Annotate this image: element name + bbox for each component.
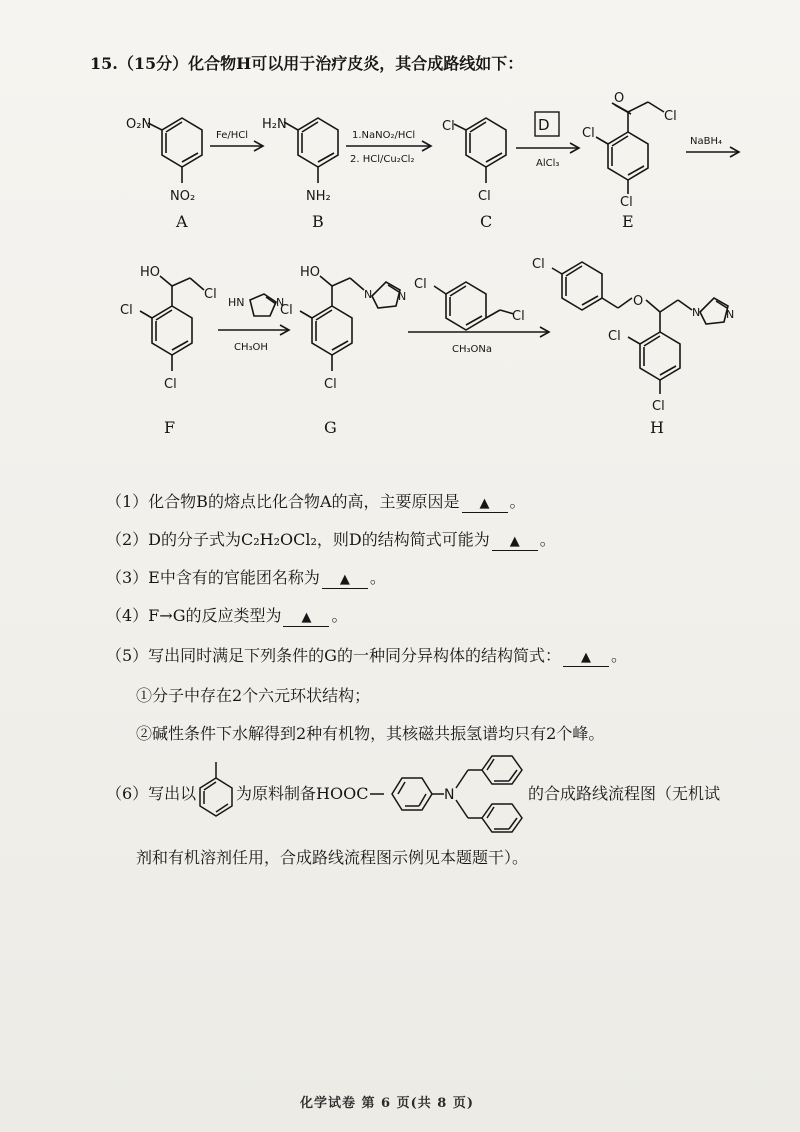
imidazoline-ring-reagent xyxy=(250,294,276,316)
cl-label: Cl xyxy=(582,126,595,141)
cl-label: Cl xyxy=(442,119,455,134)
subquestion-2-text: （2）D的分子式为C₂H₂OCl₂，则D的结构简式可能为 xyxy=(106,530,490,549)
cl-label: Cl xyxy=(478,189,491,204)
compound-label-c: C xyxy=(480,212,493,231)
subquestion-6-post: 的合成路线流程图（无机试 xyxy=(528,784,721,803)
cl-label: Cl xyxy=(414,277,427,292)
subquestion-5-condition-1: ①分子中存在2个六元环状结构； xyxy=(136,686,371,705)
cl-label: Cl xyxy=(324,377,337,392)
reagent-ch3oh: CH₃OH xyxy=(234,342,268,353)
reagent-fe-hcl: Fe/HCl xyxy=(216,130,249,141)
oh-label: HO xyxy=(140,265,161,280)
subquestion-2 xyxy=(106,530,556,551)
cl-label: Cl xyxy=(664,109,677,124)
cl-label: Cl xyxy=(512,309,525,324)
n-label: N xyxy=(444,787,455,803)
subquestion-6-prefix: （6）写出以 xyxy=(106,784,197,803)
question-header: 15.（15分）化合物H可以用于治疗皮炎，其合成路线如下： xyxy=(90,54,524,73)
page-footer: 化学试卷 第 6 页(共 8 页) xyxy=(300,1096,475,1111)
subquestion-5-text: （5）写出同时满足下列条件的G的一种同分异构体的结构简式： xyxy=(106,646,561,665)
n-label: N xyxy=(364,288,373,301)
period: 。 xyxy=(509,492,526,511)
n-label: N xyxy=(398,290,407,303)
answer-blank[interactable]: ▲ xyxy=(563,650,609,667)
nh2-top-label: H₂N xyxy=(262,117,287,132)
cl-label: Cl xyxy=(280,303,293,318)
cl-label: Cl xyxy=(532,257,545,272)
compound-label-h: H xyxy=(650,418,664,437)
no2-bottom-label: NO₂ xyxy=(170,189,196,204)
no2-top-label: O₂N xyxy=(126,117,152,132)
subquestion-6-line2: 剂和有机溶剂任用，合成路线流程图示例见本题题干）。 xyxy=(136,848,529,867)
cl-label: Cl xyxy=(608,329,621,344)
reagent-cu2cl2: 2. HCl/Cu₂Cl₂ xyxy=(350,154,415,165)
reagent-ch3ona: CH₃ONa xyxy=(452,344,492,355)
n-label: N xyxy=(692,306,701,319)
answer-blank[interactable]: ▲ xyxy=(322,572,368,589)
reagent-d-box: D xyxy=(538,116,550,134)
cl-label: Cl xyxy=(120,303,133,318)
toluene-structure xyxy=(196,756,236,820)
reagent-alcl3: AlCl₃ xyxy=(536,158,560,169)
subquestion-4 xyxy=(106,606,348,627)
subquestion-5 xyxy=(106,646,627,667)
reagent-nano2: 1.NaNO₂/HCl xyxy=(352,130,416,141)
period: 。 xyxy=(539,530,556,549)
n-label: N xyxy=(276,296,285,309)
subquestion-1-text: （1）化合物B的熔点比化合物A的高，主要原因是 xyxy=(106,492,460,511)
imidazoline-ring-h xyxy=(700,298,728,324)
hn-label: HN xyxy=(228,296,245,309)
nh2-bottom-label: NH₂ xyxy=(306,189,331,204)
subquestion-3-text: （3）E中含有的官能团名称为 xyxy=(106,568,320,587)
period: 。 xyxy=(331,606,348,625)
answer-blank[interactable]: ▲ xyxy=(462,496,508,513)
compound-label-a: A xyxy=(176,212,188,231)
subquestion-1 xyxy=(106,492,526,513)
benzene-ring-f xyxy=(152,306,192,355)
answer-blank[interactable]: ▲ xyxy=(492,534,538,551)
answer-blank[interactable]: ▲ xyxy=(283,610,329,627)
imidazoline-ring-g xyxy=(372,282,400,308)
cl-label: Cl xyxy=(652,399,665,414)
benzene-ring-g xyxy=(312,306,352,355)
cl-label: Cl xyxy=(164,377,177,392)
subquestion-5-condition-2: ②碱性条件下水解得到2种有机物，其核磁共振氢谱均只有2个峰。 xyxy=(136,724,605,743)
oh-label: HO xyxy=(300,265,321,280)
compound-label-b: B xyxy=(312,212,324,231)
subquestion-4-text: （4）F→G的反应类型为 xyxy=(106,606,282,625)
compound-label-g: G xyxy=(324,418,337,437)
synthesis-route-row2 xyxy=(0,0,800,470)
period: 。 xyxy=(610,646,627,665)
o-label: O xyxy=(633,294,644,309)
period: 。 xyxy=(369,568,386,587)
benzene-ring-benzyl-reagent xyxy=(446,282,486,330)
compound-label-e: E xyxy=(622,212,634,231)
reagent-nabh4: NaBH₄ xyxy=(690,136,722,147)
o-label: O xyxy=(614,91,625,106)
n-label: N xyxy=(726,308,735,321)
compound-label-f: F xyxy=(164,418,176,437)
benzene-ring-h-benzyl xyxy=(562,262,602,310)
subquestion-6-mid: 为原料制备HOOC xyxy=(236,784,369,803)
benzene-ring-h-dichloro xyxy=(640,332,680,380)
cl-label: Cl xyxy=(204,287,217,302)
subquestion-3 xyxy=(106,568,386,589)
cl-label: Cl xyxy=(620,195,633,210)
